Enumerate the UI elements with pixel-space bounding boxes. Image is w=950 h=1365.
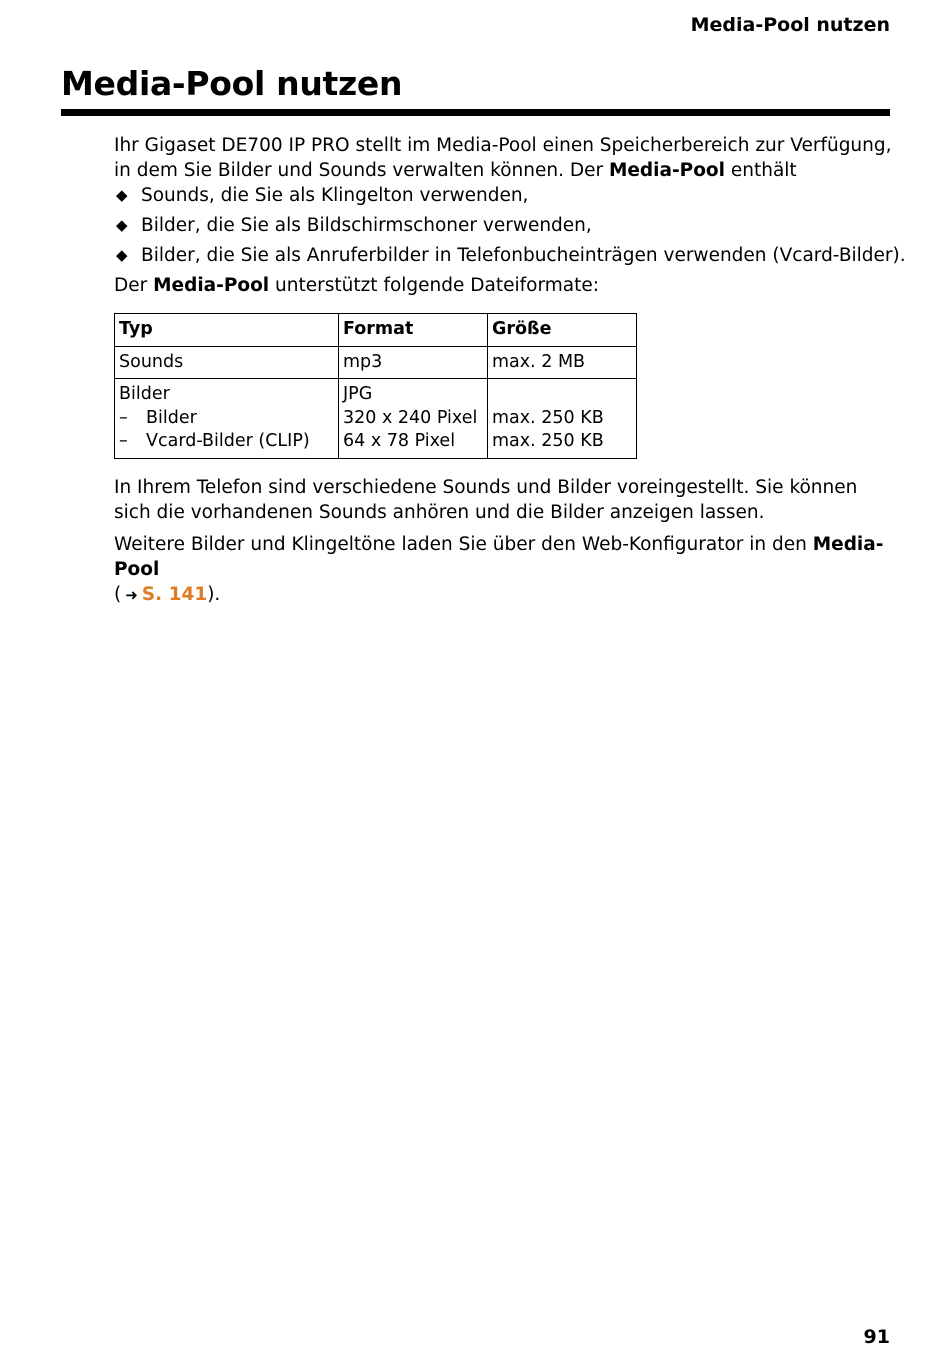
column-header-typ: Typ — [115, 314, 339, 347]
after-table-section — [114, 475, 892, 608]
cell-line: 64 x 78 Pixel — [343, 431, 456, 451]
dash-marker: – — [119, 431, 128, 451]
page-title: Media-Pool nutzen — [61, 64, 403, 103]
cell-line: JPG — [343, 384, 373, 404]
formats-intro-paragraph — [114, 273, 892, 298]
diamond-bullet-icon: ◆ — [116, 186, 128, 204]
list-item-text: Sounds, die Sie als Klingelton verwenden, — [141, 185, 529, 206]
list-item-text: Bilder, die Sie als Bildschirmschoner verwenden, — [141, 215, 592, 236]
open-paren: ( — [114, 583, 122, 605]
page-number: 91 — [863, 1326, 890, 1348]
download-paragraph — [114, 532, 892, 608]
arrow-right-icon: ➜ — [125, 585, 138, 604]
list-item-text: Bilder, die Sie als Anruferbilder in Telefonbucheinträgen verwenden (Vcard-Bilder). — [141, 245, 906, 266]
running-header: Media-Pool nutzen — [690, 14, 890, 36]
column-header-format: Format — [339, 314, 488, 347]
intro-text-2: enthält — [724, 160, 797, 181]
list-item — [114, 213, 892, 238]
table-cell-typ — [115, 379, 339, 459]
cell-spacer — [492, 383, 632, 407]
formats-intro-bold-term: Media-Pool — [153, 275, 270, 296]
diamond-bullet-icon: ◆ — [116, 246, 128, 264]
cell-subitem-text: Bilder — [146, 407, 197, 428]
main-content — [114, 133, 906, 615]
formats-intro-text-1: Der — [114, 275, 154, 296]
close-paren: ). — [207, 583, 221, 605]
intro-paragraph — [114, 133, 892, 183]
table-row — [115, 379, 637, 459]
table-header-row — [115, 314, 637, 347]
formats-intro-text-2: unterstützt folgende Dateiformate: — [269, 275, 599, 296]
cell-line: max. 250 KB — [492, 431, 604, 451]
list-item — [114, 183, 892, 208]
list-item — [114, 243, 906, 268]
cell-subitem-text: Vcard-Bilder (CLIP) — [146, 431, 310, 451]
page-reference-link[interactable]: S. 141 — [141, 583, 208, 605]
table-cell-format — [339, 379, 488, 459]
table-cell-typ: Sounds — [115, 346, 339, 379]
dash-marker: – — [119, 407, 128, 428]
diamond-bullet-icon: ◆ — [116, 216, 128, 234]
bullet-list — [114, 183, 906, 268]
download-text: Weitere Bilder und Klingeltöne laden Sie über den Web-Konfigurator in den — [114, 533, 813, 555]
cell-line: Bilder — [119, 384, 170, 404]
cell-subitem — [119, 407, 334, 431]
column-header-size: Größe — [488, 314, 637, 347]
table-cell-format: mp3 — [339, 346, 488, 379]
intro-text-1: Ihr Gigaset DE700 IP PRO stellt im Media-Pool einen Speicherbereich zur Verfügung, in dem Sie Bilder und Sounds verwalten können. Der — [114, 135, 892, 181]
download-bold-term: Media-Pool — [114, 533, 884, 580]
table-cell-size: max. 2 MB — [488, 346, 637, 379]
table-row — [115, 346, 637, 379]
cell-line: max. 250 KB — [492, 407, 604, 428]
cell-subitem — [119, 430, 334, 454]
intro-bold-term: Media-Pool — [608, 160, 725, 181]
title-rule — [61, 109, 890, 116]
presets-paragraph: In Ihrem Telefon sind verschiedene Sounds und Bilder voreingestellt. Sie können sich die vorhandenen Sounds anhören und die Bilder anzeigen lassen. — [114, 476, 858, 523]
table-cell-size — [488, 379, 637, 459]
cell-line: 320 x 240 Pixel — [343, 407, 478, 428]
file-formats-table — [114, 313, 637, 459]
